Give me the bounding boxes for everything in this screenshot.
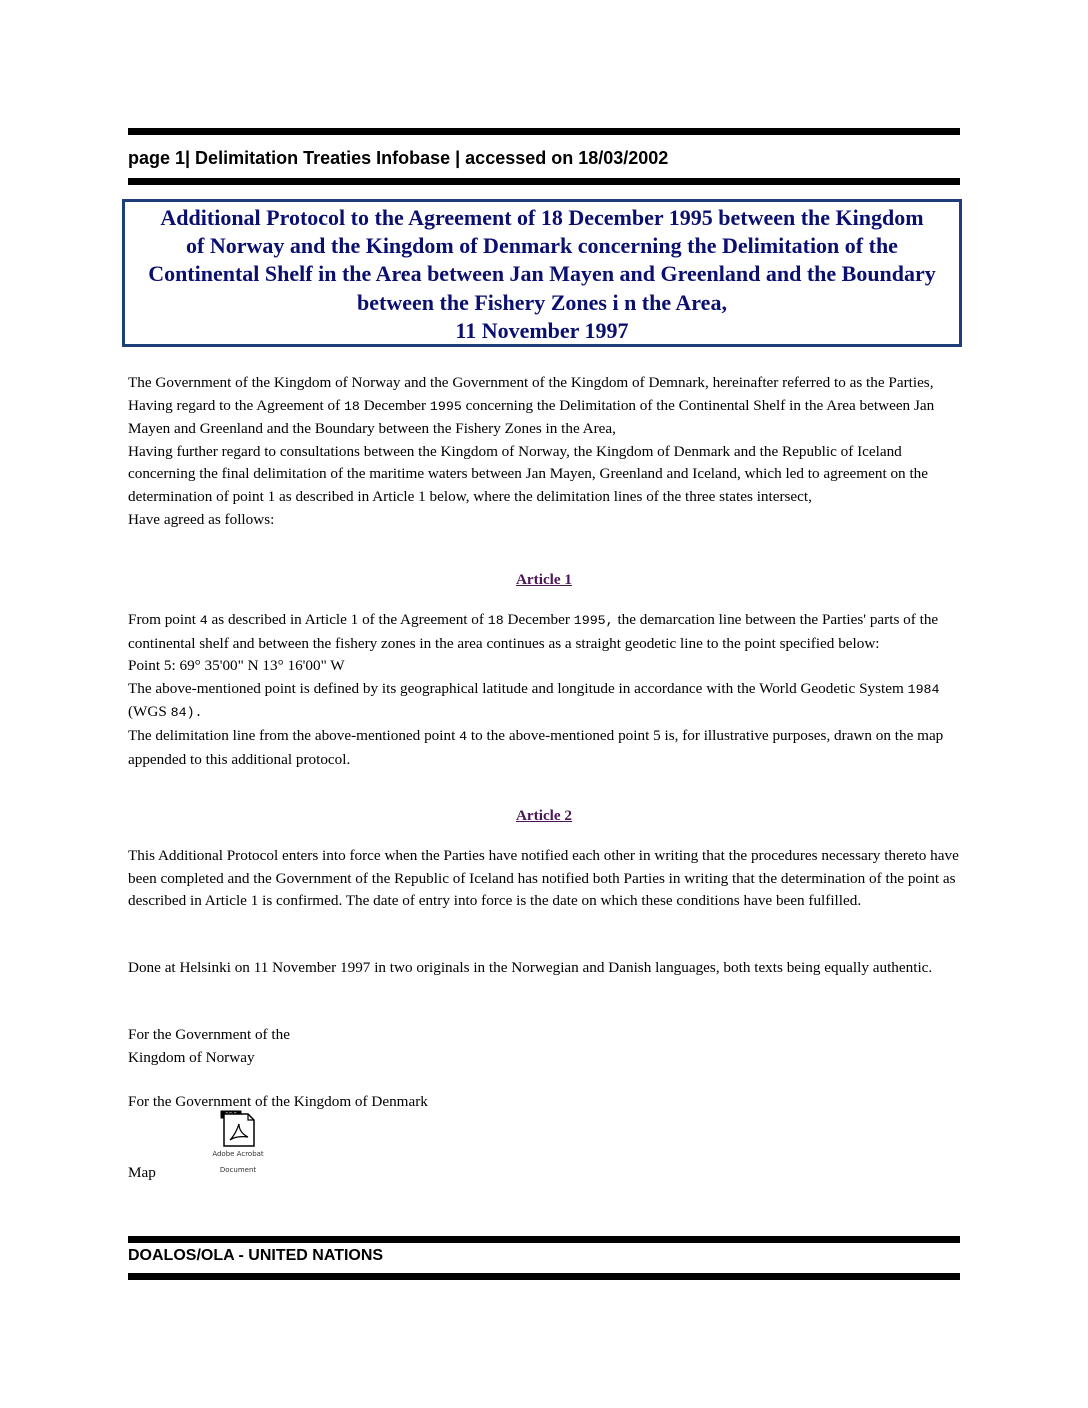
text-run: 4 <box>199 613 208 628</box>
text-run: as described in Article 1 of the Agreement of <box>207 611 488 628</box>
text-run: 1984 <box>907 681 940 697</box>
header-rule <box>128 178 960 185</box>
article-2-heading[interactable]: Article 2 <box>515 807 573 824</box>
text-run: December <box>503 611 574 628</box>
text-run: 4 <box>459 728 468 744</box>
text-run: 1995, <box>573 613 614 628</box>
article-paragraph: This Additional Protocol enters into force when the Parties have notified each other in writing that the procedures necessary thereto have been completed and the Government of the Republic of Iceland has notified both Parties in writing that the determination of the point as described in Article 1 is confirmed. The date of entry into force is the date on which these conditions have been fulfilled. <box>128 847 959 910</box>
preamble-paragraph: Have agreed as follows: <box>128 510 275 528</box>
document-title <box>122 204 962 345</box>
closing-paragraph <box>128 957 960 980</box>
article-paragraph <box>128 609 960 655</box>
footer-top-rule <box>128 1236 960 1243</box>
article-1-body <box>128 609 960 771</box>
text-run: The delimitation line from the above-mentioned point <box>128 726 460 744</box>
text-run: December <box>359 396 430 414</box>
page-footer: DOALOS/OLA - UNITED NATIONS <box>128 1247 384 1264</box>
text-run: 84). <box>170 705 203 721</box>
preamble-paragraph <box>128 395 960 441</box>
article-paragraph: Point 5: 69° 35'00" N 13° 16'00" W <box>128 657 345 675</box>
title-line: between the Fishery Zones i n the Area, <box>357 289 727 315</box>
text-run: (WGS <box>128 703 171 721</box>
pdf-caption-line: Adobe Acrobat <box>212 1150 264 1158</box>
text-run: the demarcation line between the Parties' parts of the continental shelf and between the fishery zones in the area continues as a straight geodetic line to the point specified below: <box>128 611 939 652</box>
signature-norway <box>128 1024 960 1069</box>
text-run: Having regard to the Agreement of <box>128 396 344 414</box>
preamble <box>128 372 960 531</box>
map-label: Map <box>128 1164 156 1181</box>
article-2-body <box>128 845 960 913</box>
closing-text: Done at Helsinki on 11 November 1997 in two originals in the Norwegian and Danish languages, both texts being equally authentic. <box>128 959 933 976</box>
title-line: 11 November 1997 <box>455 317 629 343</box>
article-1-heading[interactable]: Article 1 <box>515 571 573 588</box>
signature-line: For the Government of the <box>128 1026 290 1043</box>
pdf-document-icon[interactable] <box>220 1110 258 1148</box>
preamble-paragraph: The Government of the Kingdom of Norway and the Government of the Kingdom of Demnark, hereinafter referred to as the Parties, <box>128 374 934 391</box>
page-header: page 1| Delimitation Treaties Infobase | accessed on 18/03/2002 <box>128 148 669 168</box>
footer-bottom-rule <box>128 1273 960 1280</box>
text-run: The above-mentioned point is defined by its geographical latitude and longitude in accordance with the World Geodetic System <box>128 679 908 697</box>
signature-line: Kingdom of Norway <box>128 1048 255 1066</box>
top-rule <box>128 128 960 135</box>
title-line: Additional Protocol to the Agreement of 18 December 1995 between the Kingdom <box>160 205 924 230</box>
text-run: concerning the Delimitation of the Continental Shelf in the Area between Jan Mayen and Greenland and the Boundary between the Fishery Zones in the Area, <box>128 396 935 438</box>
signature-line: For the Government of the Kingdom of Denmark <box>128 1093 428 1110</box>
article-paragraph <box>128 725 960 771</box>
text-run: From point <box>128 611 200 628</box>
title-line: Continental Shelf in the Area between Jan Mayen and Greenland and the Boundary <box>148 261 936 287</box>
text-run: to the above-mentioned point 5 is, for illustrative purposes, drawn on the map appended to this additional protocol. <box>128 726 944 768</box>
pdf-attachment[interactable] <box>206 1110 270 1174</box>
text-run: 18 <box>487 613 504 628</box>
pdf-caption-line: Document <box>219 1166 257 1174</box>
text-run: 1995 <box>429 398 462 414</box>
article-paragraph <box>128 678 960 725</box>
preamble-paragraph: Having further regard to consultations between the Kingdom of Norway, the Kingdom of Denmark and the Republic of Iceland concerning the final delimitation of the maritime waters between Jan Mayen, Greenland and Iceland, which led to agreement on the determination of point 1 as described in Article 1 below, where the delimitation lines of the three states intersect, <box>128 442 928 505</box>
text-run: 18 <box>343 398 360 414</box>
title-line: of Norway and the Kingdom of Denmark concerning the Delimitation of the <box>186 233 898 259</box>
